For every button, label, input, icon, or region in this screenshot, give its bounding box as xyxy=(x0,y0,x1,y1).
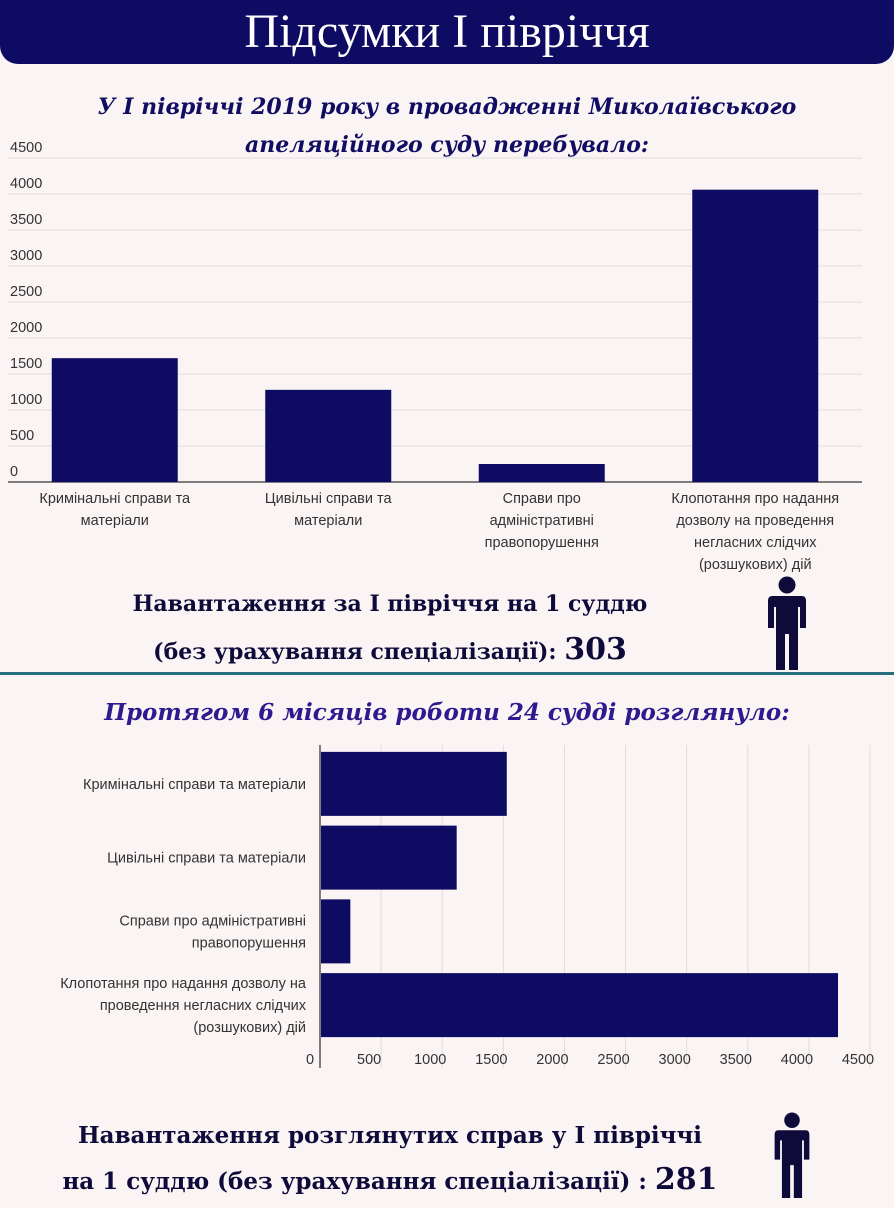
x-tick-label: 3000 xyxy=(658,1052,691,1068)
load-label-2: на 1 суддю (без урахування спеціалізації) : xyxy=(62,1168,647,1195)
category-label: матеріали xyxy=(80,513,149,529)
page-title: Підсумки І півріччя xyxy=(244,5,650,58)
category-label: матеріали xyxy=(294,513,363,529)
x-tick-label: 3500 xyxy=(719,1052,752,1068)
load-line-4 xyxy=(20,1163,760,1199)
category-label: Клопотання про надання дозволу на xyxy=(60,976,306,993)
y-tick-label: 3000 xyxy=(10,248,43,264)
chart2-subtitle: Протягом 6 місяців роботи 24 судді розглянуло: xyxy=(104,699,790,726)
category-label: адміністративні xyxy=(489,513,594,529)
category-label: Справи про xyxy=(502,491,581,507)
y-tick-label: 2500 xyxy=(10,284,43,300)
bar xyxy=(321,899,350,963)
load-line-3: Навантаження розглянутих справ у І півріччі xyxy=(77,1122,703,1149)
x-tick-label: 1500 xyxy=(475,1052,508,1068)
category-label: (розшукових) дій xyxy=(698,557,812,573)
load-line-1: Навантаження за І півріччя на 1 суддю xyxy=(132,591,648,617)
bar xyxy=(321,973,838,1037)
y-tick-label: 4500 xyxy=(10,140,43,156)
category-label: правопорушення xyxy=(191,935,306,952)
bar xyxy=(321,826,457,890)
chart1-subtitle-line1: У І півріччі 2019 року в провадженні Миколаївського xyxy=(97,94,797,120)
x-tick-label: 4500 xyxy=(841,1052,875,1068)
x-tick-label: 1000 xyxy=(414,1052,447,1068)
x-tick-label: 500 xyxy=(357,1052,382,1068)
category-label: Кримінальні справи та xyxy=(39,491,191,507)
category-label: Кримінальні справи та матеріали xyxy=(83,776,306,793)
x-tick-label: 2000 xyxy=(536,1052,569,1068)
bar xyxy=(321,752,507,816)
chart1-subtitle-line2: апеляційного суду перебувало: xyxy=(245,132,649,158)
y-tick-label: 3500 xyxy=(10,212,43,228)
load-label-1: (без урахування спеціалізації): xyxy=(153,639,557,665)
y-tick-label: 2000 xyxy=(10,320,43,336)
y-tick-label: 500 xyxy=(10,428,35,444)
category-label: Справи про адміністративні xyxy=(119,913,306,930)
category-label: Цивільні справи та xyxy=(264,491,392,507)
y-tick-label: 0 xyxy=(10,464,19,480)
category-label: негласних слідчих xyxy=(694,535,817,551)
category-label: Клопотання про надання xyxy=(671,491,840,507)
x-tick-label: 4000 xyxy=(780,1052,814,1068)
category-label: Цивільні справи та матеріали xyxy=(107,850,306,867)
y-tick-label: 4000 xyxy=(10,176,43,192)
category-label: проведення негласних слідчих xyxy=(99,998,306,1015)
x-tick-label: 2500 xyxy=(597,1052,630,1068)
load-value-1: 303 xyxy=(564,632,627,667)
person-icon xyxy=(772,1112,812,1198)
y-tick-label: 1500 xyxy=(10,356,43,372)
x-tick-label: 0 xyxy=(305,1052,315,1068)
y-tick-label: 1000 xyxy=(10,392,43,408)
category-label: правопорушення xyxy=(484,535,599,551)
load-value-2: 281 xyxy=(654,1162,718,1197)
category-label: (розшукових) дій xyxy=(193,1020,306,1037)
category-label: дозволу на проведення xyxy=(676,513,835,529)
